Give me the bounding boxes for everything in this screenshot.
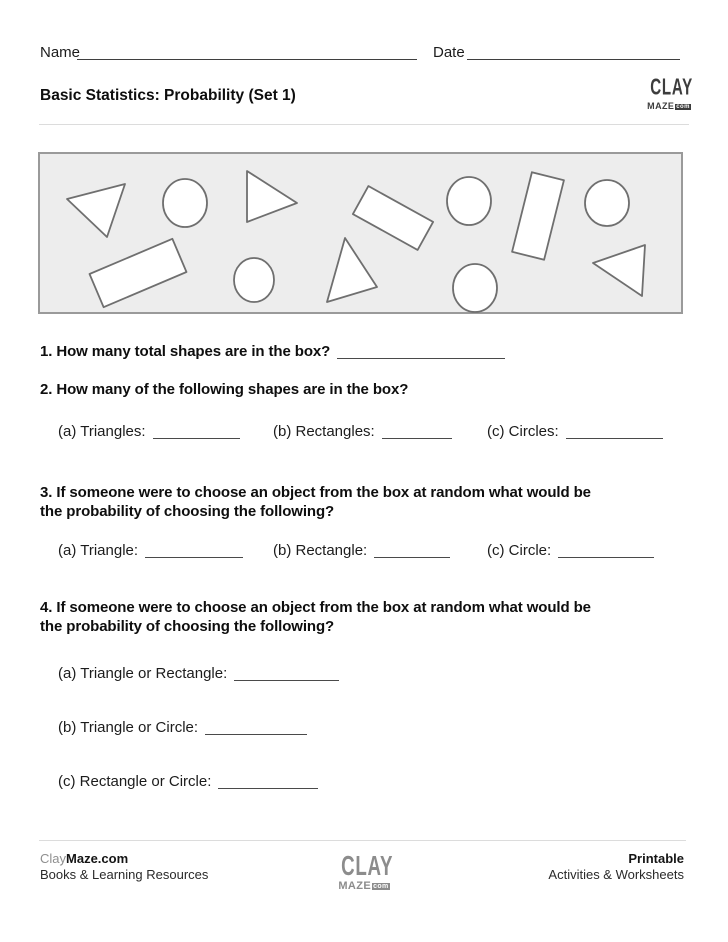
footer-site-bold: Maze.com (66, 851, 129, 866)
circle-shape (234, 258, 274, 302)
date-blank-line (467, 47, 680, 60)
logo-com-badge: com (676, 104, 690, 110)
question-1 (40, 342, 505, 361)
name-label: Name (40, 44, 81, 61)
q4-part-b-blank (205, 722, 307, 735)
q3-part-a (58, 542, 243, 559)
q2-part-a-blank (153, 426, 240, 439)
q2-part-a (58, 423, 240, 440)
question-1-text: 1. How many total shapes are in the box? (40, 343, 331, 360)
logo-clay-text: CLAY (650, 74, 693, 100)
question-1-blank (337, 346, 505, 359)
question-3-text-line1: 3. If someone were to choose an object from the box at random what would be (40, 484, 591, 501)
circle-shape (163, 179, 207, 227)
footer-tagline: Books & Learning Resources (40, 867, 209, 882)
q2-part-b (273, 423, 452, 440)
logo-maze-text: MAZE com (647, 101, 690, 111)
page-title: Basic Statistics: Probability (Set 1) (40, 87, 296, 104)
q3-part-a-blank (145, 545, 243, 558)
q2-part-c-label: (c) Circles: (487, 423, 559, 440)
q3-part-c-label: (c) Circle: (487, 542, 552, 559)
q3-part-c-blank (558, 545, 654, 558)
logo-clay-text: CLAY (341, 848, 394, 882)
logo-maze-text: MAZE com (338, 880, 389, 892)
question-2 (40, 380, 408, 399)
footer-activities: Activities & Worksheets (548, 867, 684, 882)
q3-part-b-label: (b) Rectangle: (273, 542, 368, 559)
footer-printable: Printable (628, 851, 684, 866)
question-4-text-line2: the probability of choosing the following? (40, 618, 335, 635)
q2-part-c (487, 423, 663, 440)
q4-part-a (58, 665, 339, 682)
question-4 (40, 598, 591, 636)
footer-site (40, 851, 208, 883)
q2-part-b-label: (b) Rectangles: (273, 423, 375, 440)
q3-part-c (487, 542, 654, 559)
circle-shape (453, 264, 497, 312)
question-3 (40, 483, 591, 521)
q4-part-a-blank (234, 668, 339, 681)
footer-divider (39, 840, 686, 841)
footer-right (548, 851, 684, 883)
q4-part-c-blank (218, 776, 318, 789)
q4-part-c (58, 773, 318, 790)
question-2-text: 2. How many of the following shapes are in the box? (40, 381, 409, 398)
q4-part-b (58, 719, 307, 736)
title-divider (39, 124, 689, 125)
q3-part-b-blank (374, 545, 450, 558)
claymaze-logo-footer (331, 848, 397, 893)
q2-part-a-label: (a) Triangles: (58, 423, 146, 440)
question-4-text-line1: 4. If someone were to choose an object from the box at random what would be (40, 599, 591, 616)
name-blank-line (77, 47, 417, 60)
claymaze-logo-header (642, 76, 696, 113)
q3-part-b (273, 542, 450, 559)
q4-part-a-label: (a) Triangle or Rectangle: (58, 665, 228, 682)
question-3-text-line2: the probability of choosing the following? (40, 503, 335, 520)
circle-shape (447, 177, 491, 225)
q4-part-c-label: (c) Rectangle or Circle: (58, 773, 212, 790)
logo-com-badge: com (373, 883, 389, 890)
q2-part-c-blank (566, 426, 663, 439)
q3-part-a-label: (a) Triangle: (58, 542, 139, 559)
circle-shape (585, 180, 629, 226)
q4-part-b-label: (b) Triangle or Circle: (58, 719, 199, 736)
q2-part-b-blank (382, 426, 452, 439)
shapes-box-svg (38, 152, 683, 314)
date-label: Date (433, 44, 465, 61)
footer-site-gray: Clay (40, 851, 67, 866)
